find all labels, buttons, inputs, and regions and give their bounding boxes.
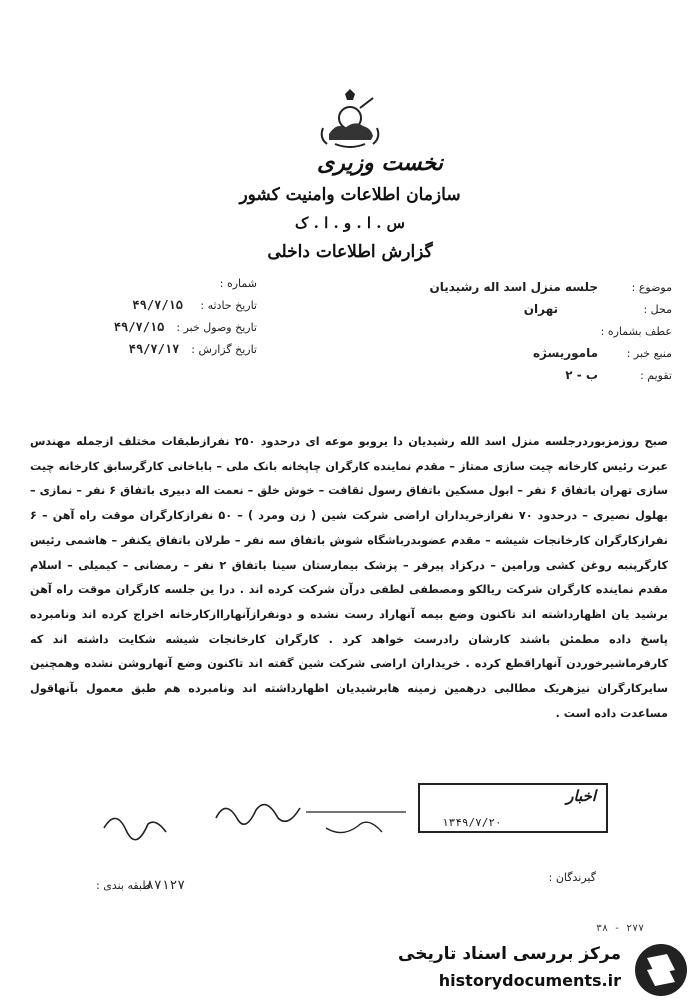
event-date-value: ۴۹/۷/۱۵ xyxy=(132,298,183,312)
organization-abbreviation: س . ا . و . ا . ک xyxy=(295,214,405,232)
report-date-label: تاریخ گزارش : xyxy=(191,342,257,356)
report-date-value: ۴۹/۷/۱۷ xyxy=(128,342,180,356)
signature-scribbles-icon xyxy=(96,788,416,848)
reference-label: عطف بشماره : xyxy=(600,324,672,338)
stamp-word: اخبار xyxy=(566,787,596,805)
stamp-date: ۱۳۴۹/۷/۲۰ xyxy=(442,816,502,829)
report-body: صبح روزمزبوردرجلسه منزل اسد الله رشیدیان دا یروبو موعه ای درحدود ۲۵۰ نفرازطبقات مختلف ازجمله مهندس عبرت رئیس کارخانه چیت سازی ممتاز – مقدم نماینده کارگران چاپخانه بانک ملی – باباخانی کارگرسابق کارخانه چیت سازی تهران باتفاق ۶ نفر – ابول مسکین باتفاق رسول ثقافت – خوش خلق – نعمت اله دبیری باتفاق ۶ نفر – نمازی – بهلول نصیری – درحدود ۷۰ نفرازخریداران اراضی شرکت شین ( زن ومرد ) – ۵۰ نفرازکارگران موقت راه آهن – ۶ نفرازکارگران کارخانجات شیشه – مقدم عضوبدرباشگاه شوش باتفاق سه نفر – طرلان باتفاق یکنفر – هاشمی رئیس کارگرپنبه روغن کشی ورامین – درکزاد پیرفر – پزشک بیمارستان سینا باتفاق ۲ نفر – رمضانی – کیمیلی – اسلام مقدم نماینده کارگران شرکت ریالکو ومصطفی لطفی درآن شرکت کرده اند . درا ین جلسه کارگران موقت راه آهن برشید یان اظهارداشته اند تاکنون وضع بیمه آنهاراد رست نشده و دونفرازآنهاراازکارخانه اخراج کرده اند ونامبرده پاسخ داده مطمئن باشند کارشان رادرست خواهد کرد . کارگران کارخانجات شیشه شکایت داشته اند که کارفرماشیرخوردن آنهاراقطع کرده . خریداران اراضی شرکت شین گفته اند تاکنون وضع آنهاروشن نشده وهمچنین سایرکارگران نیزهریک مطالبی درهمین زمینه هابرشیدیان اظهارداشته اند ونامبرده هم طبق معمول بآنهاقول مساعدت داده است . xyxy=(30,435,669,720)
archive-logo-icon xyxy=(633,942,689,998)
organization-title: سازمان اطلاعات وامنیت کشور xyxy=(239,185,461,205)
office-title: نخست وزیری xyxy=(317,150,443,176)
recipients-label: گیرندگان : xyxy=(548,871,596,884)
evaluation-row xyxy=(372,364,672,386)
report-date-row xyxy=(32,338,257,360)
source-label: منبع خبر : xyxy=(626,346,672,360)
lion-and-sun-emblem-icon xyxy=(315,88,385,150)
subject-row xyxy=(372,276,672,298)
report-meta-left xyxy=(32,272,257,360)
report-meta-right xyxy=(372,276,672,386)
category-value: ۸۷۱۲۷ xyxy=(146,878,186,893)
receipt-date-row xyxy=(32,316,257,338)
reference-row xyxy=(372,320,672,342)
event-date-row xyxy=(32,294,257,316)
received-stamp xyxy=(418,783,608,833)
subject-label: موضوع : xyxy=(631,280,672,294)
evaluation-label: تقویم : xyxy=(640,368,672,382)
place-value: تهران xyxy=(523,302,558,316)
archive-watermark xyxy=(398,938,693,998)
document-code: ۳۸ - ۲۷۷ xyxy=(596,923,645,934)
receipt-date-value: ۴۹/۷/۱۵ xyxy=(113,320,165,334)
subject-value: جلسه منزل اسد اله رشیدیان xyxy=(429,280,598,294)
evaluation-value: ب - ۲ xyxy=(565,368,598,382)
category-label: طبقه بندی : xyxy=(96,879,151,892)
place-row xyxy=(372,298,672,320)
source-value: ماموریسژه xyxy=(532,346,598,360)
watermark-title: مرکز بررسی اسناد تاریخی xyxy=(398,944,621,964)
source-row xyxy=(372,342,672,364)
event-date-label: تاریخ حادثه : xyxy=(200,298,257,312)
number-label: شماره : xyxy=(219,276,257,290)
number-row xyxy=(32,272,257,294)
report-type-title: گزارش اطلاعات داخلی xyxy=(267,242,433,262)
watermark-url: historydocuments.ir xyxy=(438,971,621,990)
receipt-date-label: تاریخ وصول خبر : xyxy=(176,320,257,334)
place-label: محل : xyxy=(643,302,672,316)
